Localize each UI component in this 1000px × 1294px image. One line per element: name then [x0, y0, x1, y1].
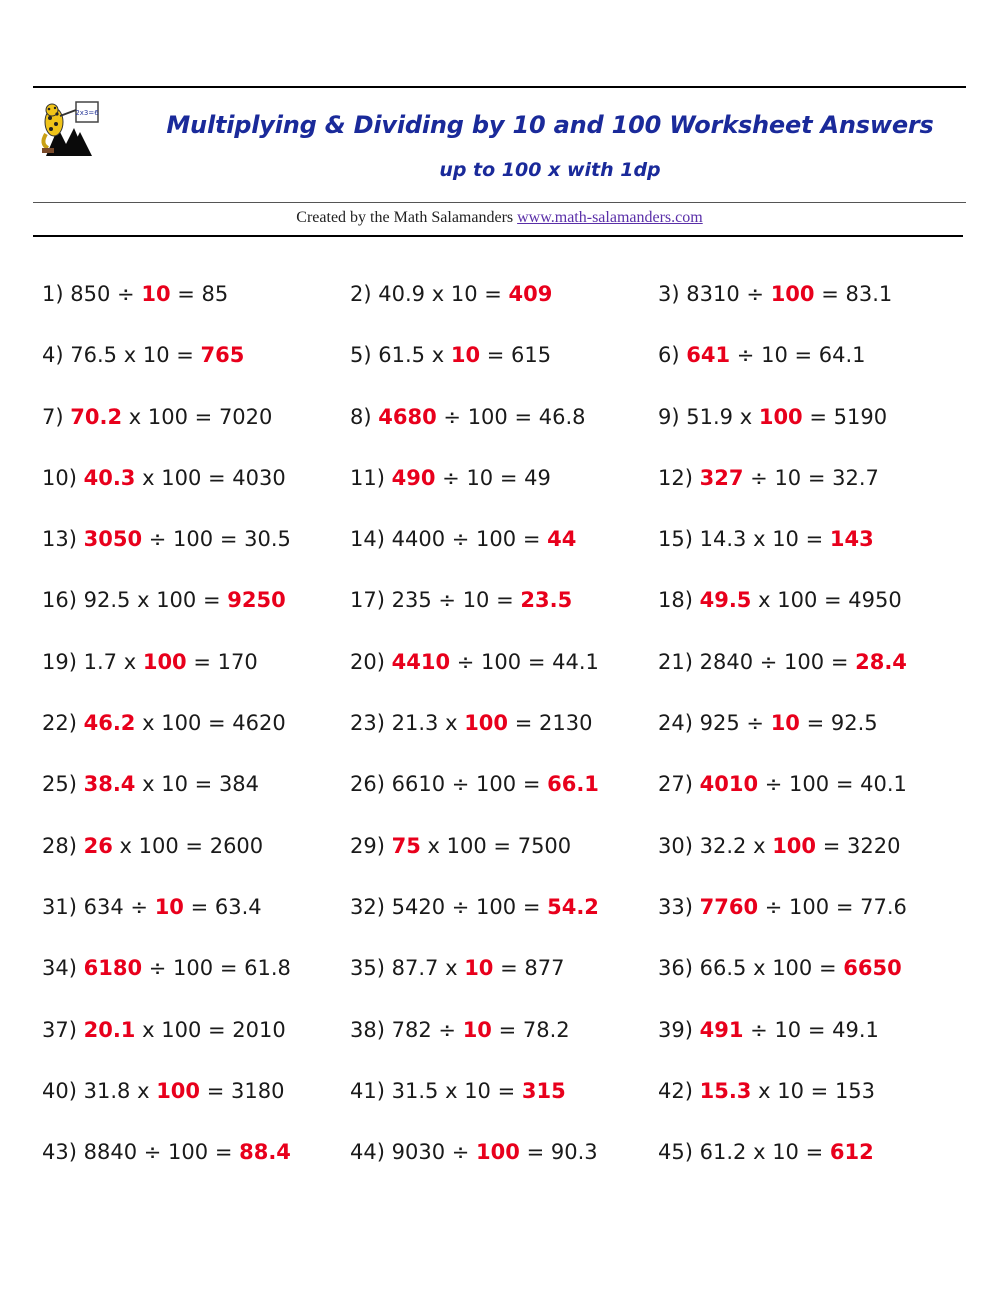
result: 7020	[218, 404, 273, 429]
problem-item: 26) 6610 ÷ 100 = 66.1	[350, 772, 599, 797]
credit-text: Created by the Math Salamanders	[296, 209, 518, 226]
operator: ÷	[148, 956, 167, 981]
operand-a: 15.3	[699, 1078, 752, 1103]
operator: ÷	[451, 1140, 470, 1165]
problem-number: 36)	[658, 956, 693, 981]
problem-item: 18) 49.5 x 100 = 4950	[658, 588, 902, 613]
problem-number: 43)	[42, 1140, 77, 1165]
problem-number: 37)	[42, 1017, 77, 1042]
operator: ÷	[117, 282, 135, 306]
problem-number: 16)	[42, 588, 77, 613]
operand-b: 100	[446, 833, 487, 858]
operand-b: 10	[466, 465, 494, 490]
problem-item: 20) 4410 ÷ 100 = 44.1	[350, 649, 599, 674]
operand-b: 10	[450, 343, 481, 368]
operator: x	[445, 1078, 458, 1103]
problem-number: 32)	[350, 894, 385, 919]
problem-item: 22) 46.2 x 100 = 4620	[42, 711, 286, 736]
operand-a: 327	[699, 465, 744, 490]
problem-number: 22)	[42, 711, 77, 736]
problem-item: 12) 327 ÷ 10 = 32.7	[658, 465, 879, 490]
credit-line	[33, 209, 966, 227]
problem-number: 20)	[350, 649, 385, 674]
problem-number: 45)	[658, 1140, 693, 1165]
problem-number: 13)	[42, 527, 77, 552]
problem-item: 43) 8840 ÷ 100 = 88.4	[42, 1140, 291, 1165]
result: 83.1	[845, 282, 893, 306]
problem-number: 39)	[658, 1017, 693, 1042]
operand-a: 6610	[391, 772, 446, 797]
header-top-rule	[33, 86, 966, 88]
operand-a: 7760	[699, 894, 759, 919]
operand-b: 10	[774, 465, 802, 490]
problem-item: 45) 61.2 x 10 = 612	[658, 1140, 874, 1165]
operand-a: 6180	[83, 956, 143, 981]
operand-b: 100	[142, 649, 187, 674]
operand-a: 31.5	[391, 1078, 439, 1103]
operand-a: 490	[391, 465, 436, 490]
result: 7500	[517, 833, 572, 858]
result: 92.5	[830, 711, 878, 736]
operand-a: 66.5	[699, 956, 747, 981]
problem-item: 1) 850 ÷ 10 = 85	[42, 282, 229, 306]
problem-number: 24)	[658, 711, 693, 736]
operand-b: 10	[142, 343, 170, 368]
operand-a: 61.2	[699, 1140, 747, 1165]
operator: x	[123, 649, 137, 674]
result: 153	[834, 1078, 876, 1103]
operand-b: 100	[777, 588, 818, 613]
operator: ÷	[750, 465, 768, 490]
header-bottom-rule	[33, 235, 963, 237]
result: 78.2	[522, 1017, 570, 1042]
operand-a: 4400	[391, 527, 446, 552]
problem-item: 21) 2840 ÷ 100 = 28.4	[658, 649, 907, 674]
result: 315	[521, 1078, 566, 1103]
problem-item: 8) 4680 ÷ 100 = 46.8	[350, 404, 586, 429]
operand-b: 100	[467, 404, 508, 429]
problem-item: 39) 491 ÷ 10 = 49.1	[658, 1017, 879, 1042]
operand-a: 4010	[699, 772, 759, 797]
problem-item: 44) 9030 ÷ 100 = 90.3	[350, 1140, 598, 1165]
operand-a: 641	[686, 343, 731, 368]
operand-a: 5420	[391, 894, 446, 919]
operand-b: 100	[789, 772, 830, 797]
result: 49	[524, 465, 551, 490]
problem-item: 4) 76.5 x 10 = 765	[42, 343, 245, 368]
result: 40.1	[860, 772, 907, 797]
problem-item: 32) 5420 ÷ 100 = 54.2	[350, 894, 599, 919]
result: 2130	[538, 711, 593, 736]
logo-board-text: 2x3=6	[75, 109, 99, 117]
operand-b: 10	[464, 1078, 491, 1103]
math-salamanders-logo-icon	[36, 100, 108, 158]
problem-number: 10)	[42, 465, 77, 490]
operator: ÷	[443, 404, 461, 429]
problem-number: 11)	[350, 465, 385, 490]
result: 877	[524, 956, 565, 981]
operand-b: 10	[772, 527, 799, 552]
operand-b: 100	[464, 711, 509, 736]
result: 49.1	[832, 1017, 879, 1042]
operand-b: 100	[156, 588, 197, 613]
result: 88.4	[239, 1140, 291, 1165]
operand-a: 70.2	[70, 404, 123, 429]
operator: x	[753, 956, 766, 981]
result: 77.6	[860, 894, 907, 919]
operator: ÷	[148, 527, 167, 552]
problem-number: 14)	[350, 527, 385, 552]
problem-item: 23) 21.3 x 100 = 2130	[350, 711, 593, 736]
problem-item: 35) 87.7 x 10 = 877	[350, 956, 565, 981]
operand-b: 100	[147, 404, 188, 429]
result: 23.5	[520, 588, 573, 613]
problem-number: 42)	[658, 1078, 693, 1103]
operand-a: 925	[699, 711, 740, 736]
operand-b: 100	[772, 833, 817, 858]
operand-a: 31.8	[83, 1078, 131, 1103]
result: 612	[829, 1140, 874, 1165]
operand-b: 10	[161, 772, 188, 797]
problem-number: 4)	[42, 343, 64, 368]
operand-b: 100	[156, 1078, 201, 1103]
credit-link[interactable]: www.math-salamanders.com	[517, 209, 703, 226]
result: 384	[218, 772, 260, 797]
problem-number: 18)	[658, 588, 693, 613]
problem-item: 17) 235 ÷ 10 = 23.5	[350, 588, 573, 613]
operator: ÷	[746, 282, 764, 306]
problem-number: 5)	[350, 343, 372, 368]
operator: x	[123, 343, 137, 368]
operand-b: 100	[168, 1140, 209, 1165]
operand-a: 26	[83, 833, 113, 858]
result: 6650	[843, 956, 902, 981]
operand-a: 4680	[378, 404, 437, 429]
problem-number: 30)	[658, 833, 693, 858]
operator: ÷	[746, 711, 764, 736]
problem-number: 29)	[350, 833, 385, 858]
problem-item: 16) 92.5 x 100 = 9250	[42, 588, 286, 613]
problem-number: 7)	[42, 404, 64, 429]
operand-a: 235	[391, 588, 432, 613]
operand-a: 8840	[83, 1140, 138, 1165]
problem-grid	[42, 276, 962, 1195]
problem-item: 13) 3050 ÷ 100 = 30.5	[42, 527, 291, 552]
result: 3180	[230, 1078, 285, 1103]
operand-a: 76.5	[70, 343, 118, 368]
problem-item: 7) 70.2 x 100 = 7020	[42, 404, 273, 429]
operand-b: 10	[462, 588, 490, 613]
operator: x	[753, 527, 766, 552]
problem-number: 19)	[42, 649, 77, 674]
problem-number: 44)	[350, 1140, 385, 1165]
operand-b: 100	[476, 1140, 520, 1165]
operand-b: 10	[464, 956, 494, 981]
result: 54.2	[547, 894, 599, 919]
problem-item: 34) 6180 ÷ 100 = 61.8	[42, 956, 291, 981]
operand-b: 100	[481, 649, 522, 674]
problem-item: 28) 26 x 100 = 2600	[42, 833, 264, 858]
result: 765	[200, 343, 245, 368]
problem-item: 25) 38.4 x 10 = 384	[42, 772, 260, 797]
operator: x	[142, 711, 155, 736]
result: 28.4	[855, 649, 907, 674]
problem-number: 3)	[658, 282, 680, 306]
problem-item: 33) 7760 ÷ 100 = 77.6	[658, 894, 907, 919]
result: 2010	[232, 1017, 286, 1042]
operand-b: 10	[154, 894, 184, 919]
problem-number: 8)	[350, 404, 372, 429]
operand-a: 92.5	[83, 588, 131, 613]
problem-number: 34)	[42, 956, 77, 981]
operator: x	[739, 404, 753, 429]
problem-item: 3) 8310 ÷ 100 = 83.1	[658, 282, 893, 306]
problem-number: 6)	[658, 343, 680, 368]
operator: ÷	[750, 1017, 768, 1042]
page-subtitle: up to 100 x with 1dp	[439, 159, 661, 181]
operand-b: 100	[789, 894, 830, 919]
operand-b: 100	[770, 282, 815, 306]
result: 63.4	[214, 894, 262, 919]
operator: ÷	[442, 465, 460, 490]
operator: x	[758, 588, 771, 613]
operand-a: 491	[699, 1017, 744, 1042]
result: 170	[217, 649, 258, 674]
operand-a: 38.4	[83, 772, 136, 797]
operand-b: 100	[161, 711, 202, 736]
operand-a: 850	[70, 282, 111, 306]
problem-number: 15)	[658, 527, 693, 552]
problem-item: 14) 4400 ÷ 100 = 44	[350, 527, 577, 552]
operator: ÷	[451, 772, 470, 797]
result: 90.3	[550, 1140, 598, 1165]
result: 61.8	[244, 956, 291, 981]
problem-number: 21)	[658, 649, 693, 674]
operand-a: 20.1	[83, 1017, 136, 1042]
header-divider	[33, 202, 966, 203]
operator: x	[431, 343, 445, 368]
result: 85	[201, 282, 229, 306]
problem-item: 38) 782 ÷ 10 = 78.2	[350, 1017, 570, 1042]
result: 143	[829, 527, 874, 552]
operand-b: 100	[138, 833, 179, 858]
operator: x	[142, 772, 155, 797]
operand-b: 10	[462, 1017, 492, 1042]
operand-b: 100	[772, 956, 813, 981]
problem-number: 23)	[350, 711, 385, 736]
result: 44.1	[552, 649, 599, 674]
operand-a: 782	[391, 1017, 432, 1042]
problem-item: 41) 31.5 x 10 = 315	[350, 1078, 566, 1103]
operator: x	[445, 711, 458, 736]
operator: x	[137, 588, 150, 613]
problem-item: 31) 634 ÷ 10 = 63.4	[42, 894, 262, 919]
operator: ÷	[456, 649, 475, 674]
result: 5190	[833, 404, 888, 429]
operator: x	[445, 956, 458, 981]
operand-a: 87.7	[391, 956, 439, 981]
operand-b: 100	[758, 404, 803, 429]
operator: x	[753, 1140, 766, 1165]
operand-b: 100	[173, 956, 214, 981]
operator: ÷	[759, 649, 778, 674]
problem-item: 37) 20.1 x 100 = 2010	[42, 1017, 286, 1042]
operand-b: 10	[761, 343, 788, 368]
problem-number: 28)	[42, 833, 77, 858]
problem-number: 2)	[350, 282, 372, 306]
operand-b: 100	[161, 1017, 202, 1042]
operator: x	[128, 404, 142, 429]
operand-b: 100	[173, 527, 214, 552]
operand-a: 46.2	[83, 711, 136, 736]
operand-a: 1.7	[83, 649, 118, 674]
result: 9250	[227, 588, 286, 613]
operand-b: 10	[450, 282, 478, 306]
operator: ÷	[130, 894, 148, 919]
operand-a: 4410	[391, 649, 451, 674]
problem-number: 25)	[42, 772, 77, 797]
problem-number: 40)	[42, 1078, 77, 1103]
page-title: Multiplying & Dividing by 10 and 100 Worksheet Answers	[166, 111, 934, 139]
operator: x	[753, 833, 766, 858]
problem-number: 9)	[658, 404, 680, 429]
result: 32.7	[832, 465, 879, 490]
result: 2600	[209, 833, 264, 858]
problem-number: 33)	[658, 894, 693, 919]
operand-a: 51.9	[686, 404, 734, 429]
operand-b: 100	[161, 465, 202, 490]
operand-a: 14.3	[699, 527, 747, 552]
problem-item: 42) 15.3 x 10 = 153	[658, 1078, 876, 1103]
operand-a: 32.2	[699, 833, 747, 858]
operand-b: 10	[770, 711, 800, 736]
operator: ÷	[438, 588, 456, 613]
problem-item: 10) 40.3 x 100 = 4030	[42, 465, 286, 490]
result: 615	[511, 343, 552, 368]
problem-item: 24) 925 ÷ 10 = 92.5	[658, 711, 878, 736]
result: 409	[508, 282, 553, 306]
problem-item: 36) 66.5 x 100 = 6650	[658, 956, 902, 981]
result: 30.5	[244, 527, 291, 552]
result: 66.1	[547, 772, 599, 797]
operator: x	[758, 1078, 771, 1103]
operand-b: 100	[476, 894, 517, 919]
operator: ÷	[451, 894, 470, 919]
result: 3220	[846, 833, 901, 858]
problem-item: 19) 1.7 x 100 = 170	[42, 649, 258, 674]
operator: x	[119, 833, 132, 858]
operand-b: 100	[784, 649, 825, 674]
operand-b: 100	[476, 772, 517, 797]
operand-b: 10	[141, 282, 171, 306]
result: 64.1	[818, 343, 866, 368]
operand-b: 10	[772, 1140, 799, 1165]
operand-a: 3050	[83, 527, 143, 552]
problem-item: 40) 31.8 x 100 = 3180	[42, 1078, 285, 1103]
result: 4030	[232, 465, 286, 490]
operator: x	[137, 1078, 150, 1103]
problem-number: 12)	[658, 465, 693, 490]
problem-item: 5) 61.5 x 10 = 615	[350, 343, 552, 368]
problem-number: 17)	[350, 588, 385, 613]
operand-a: 9030	[391, 1140, 446, 1165]
operator: ÷	[438, 1017, 456, 1042]
problem-number: 1)	[42, 282, 64, 306]
operand-a: 49.5	[699, 588, 752, 613]
problem-item: 11) 490 ÷ 10 = 49	[350, 465, 551, 490]
result: 4950	[848, 588, 902, 613]
problem-number: 26)	[350, 772, 385, 797]
operator: x	[142, 1017, 155, 1042]
result: 44	[547, 527, 577, 552]
operand-a: 75	[391, 833, 421, 858]
problem-item: 15) 14.3 x 10 = 143	[658, 527, 874, 552]
operand-a: 2840	[699, 649, 754, 674]
operand-a: 40.3	[83, 465, 136, 490]
problem-number: 38)	[350, 1017, 385, 1042]
operand-b: 10	[777, 1078, 804, 1103]
operator: ÷	[143, 1140, 162, 1165]
problem-item: 29) 75 x 100 = 7500	[350, 833, 572, 858]
problem-number: 27)	[658, 772, 693, 797]
operator: ÷	[736, 343, 755, 368]
operand-a: 8310	[686, 282, 740, 306]
result: 4620	[232, 711, 286, 736]
operator: ÷	[451, 527, 470, 552]
problem-item: 27) 4010 ÷ 100 = 40.1	[658, 772, 907, 797]
operand-a: 40.9	[378, 282, 426, 306]
result: 46.8	[538, 404, 586, 429]
problem-number: 31)	[42, 894, 77, 919]
operand-b: 10	[774, 1017, 802, 1042]
operator: ÷	[764, 894, 783, 919]
problem-item: 30) 32.2 x 100 = 3220	[658, 833, 901, 858]
operand-a: 21.3	[391, 711, 439, 736]
problem-item: 2) 40.9 x 10 = 409	[350, 282, 553, 306]
problem-number: 41)	[350, 1078, 385, 1103]
operand-a: 61.5	[378, 343, 426, 368]
problem-item: 6) 641 ÷ 10 = 64.1	[658, 343, 866, 368]
operator: x	[142, 465, 155, 490]
operand-a: 634	[83, 894, 124, 919]
operator: x	[431, 282, 445, 306]
operand-b: 100	[476, 527, 517, 552]
operator: x	[427, 833, 440, 858]
problem-number: 35)	[350, 956, 385, 981]
problem-item: 9) 51.9 x 100 = 5190	[658, 404, 888, 429]
operator: ÷	[764, 772, 783, 797]
